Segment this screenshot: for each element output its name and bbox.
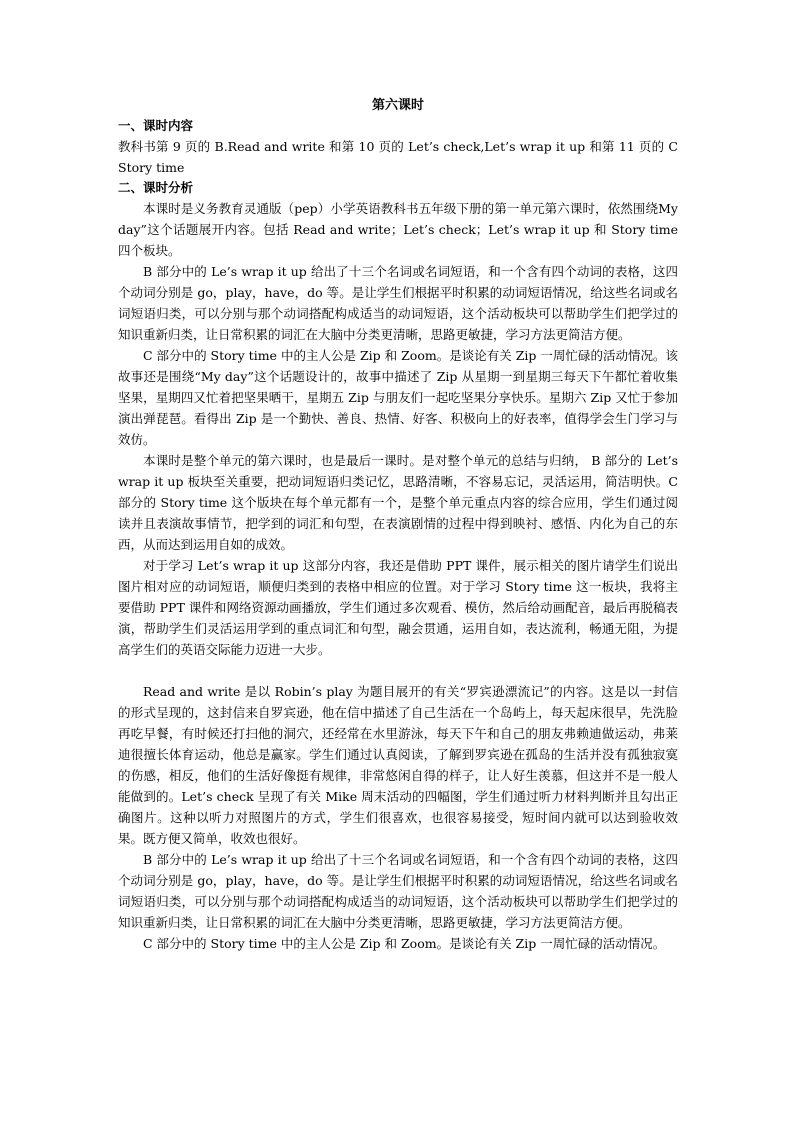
analysis-paragraph: 对于学习 Let’s wrap it up 这部分内容，我还是借助 PPT 课件，展示相关的图片请学生们说出图片相对应的动词短语，顺便归类到的表格中相应的位置。对于学习 Story time 这一板块，我将主要借助 PPT 课件和网络资源动画播放，学生们通过多次观看、模仿，然后给动画配音，最后再脱稿表演，帮助学生们灵活运用学到的重点词汇和句型，融会贯通，运用自如，表达流利，畅通无阻，为提高学生们的英语交际能力迈进一大步。 (118, 558, 678, 657)
body-paragraph: B 部分中的 Le’s wrap it up 给出了十三个名词或名词短语，和一个含有四个动词的表格，这四个动词分别是 go，play，have，do 等。是让学生们根据平时积累的动词短语情况，给这些名词或名词短语归类，可以分别与那个动词搭配构成适当的动词短语，这个活动板块可以帮助学生们把学过的知识重新归类，让日常积累的词汇在大脑中分类更清晰，思路更敏捷，学习方法更简洁方便。 (118, 852, 678, 930)
section-heading-analysis: 二、课时分析 (118, 180, 194, 195)
analysis-paragraph: 本课时是整个单元的第六课时，也是最后一课时。是对整个单元的总结与归纳， B 部分的 Let’s wrap it up 板块至关重要，把动词短语归类记忆，思路清晰，不容易忘记，灵活运用，简洁明快。C 部分的 Story time 这个版块在每个单元都有一个，是整个单元重点内容的综合应用，学生们通过阅读并且表演故事情节，把学到的词汇和句型，在表演剧情的过程中得到映衬、感悟、内化为自己的东西，从而达到运用自如的成效。 (118, 453, 678, 552)
body-paragraph: C 部分中的 Story time 中的主人公是 Zip 和 Zoom。是谈论有关 Zip 一周忙碌的活动情况。 (143, 936, 666, 951)
analysis-paragraph: 本课时是义务教育灵通版（pep）小学英语教科书五年级下册的第一单元第六课时，依然围绕My day”这个话题展开内容。包括 Read and write；Let’s check；Let’s wrap it up 和 Story time 四个板块。 (118, 201, 678, 258)
analysis-paragraph: B 部分中的 Le’s wrap it up 给出了十三个名词或名词短语，和一个含有四个动词的表格，这四个动词分别是 go，play，have，do 等。是让学生们根据平时积累的动词短语情况，给这些名词或名词短语归类，可以分别与那个动词搭配构成适当的动词短语，这个活动板块可以帮助学生们把学过的知识重新归类，让日常积累的词汇在大脑中分类更清晰，思路更敏捷，学习方法更简洁方便。 (118, 264, 678, 342)
paragraph-gap (118, 660, 678, 681)
analysis-paragraph: C 部分中的 Story time 中的主人公是 Zip 和 Zoom。是谈论有关 Zip 一周忙碌的活动情况。该故事还是围绕“My day”这个话题设计的，故事中描述了 Zip 从星期一到星期三每天下午都忙着收集坚果，星期四又忙着把坚果晒干，星期五 Zip 与朋友们一起吃坚果分享快乐。星期六 Zip 又忙于参加演出弹琵琶。看得出 Zip 是一个勤快、善良、热情、好客、积极向上的好表率，值得学会生门学习与效仿。 (118, 348, 678, 447)
body-paragraph: Read and write 是以 Robin’s play 为题目展开的有关“罗宾逊漂流记”的内容。这是以一封信的形式呈现的，这封信来自罗宾逊，他在信中描述了自己生活在一个岛屿上，每天起床很早，先洗脸再吃早餐，有时候还打扫他的洞穴，还经常在水里游泳，每天下午和自己的朋友弗赖迪做运动，弗莱迪很擅长体育运动，他总是赢家。学生们通过认真阅读，了解到罗宾逊在孤岛的生活并没有孤独寂寞的伤感，相反，他们的生活好像挺有规律，非常悠闲自得的样子，让人好生羡慕，但这并不是一般人能做到的。Let’s check 呈现了有关 Mike 周末活动的四幅图，学生们通过听力材料判断并且勾出正确图片。这种以听力对照图片的方式，学生们很喜欢，也很容易接受，短时间内就可以达到验收效果。既方便又简单，收效也很好。 (118, 684, 678, 846)
section-heading-content: 一、课时内容 (118, 118, 194, 133)
section-content-text: 教科书第 9 页的 B.Read and write 和第 10 页的 Let’s check,Let’s wrap it up 和第 11 页的 C Story time (118, 139, 678, 175)
page-title: 第六课时 (371, 98, 424, 113)
document-page (118, 96, 678, 954)
